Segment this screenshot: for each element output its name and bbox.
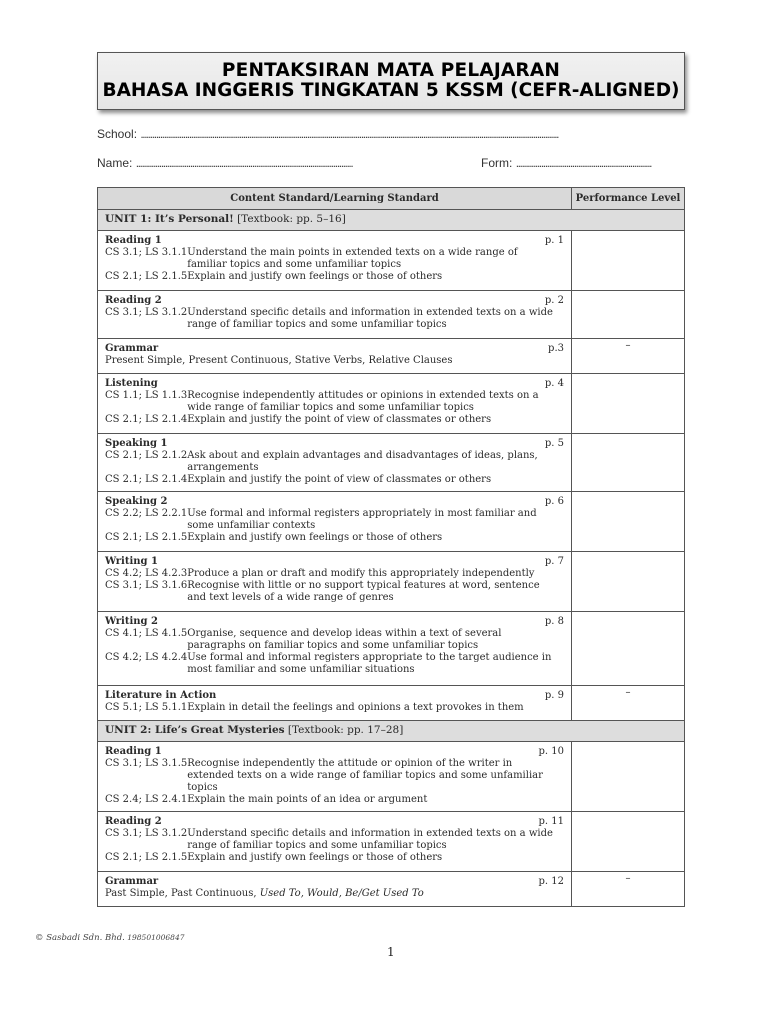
- standard-desc: Organise, sequence and develop ideas within a text of several paragraphs on familiar topics and some unfamiliar topics: [187, 628, 502, 651]
- table-row: [98, 686, 685, 721]
- standard-code: CS 2.1; LS 2.1.5: [105, 852, 188, 863]
- standard-desc: Understand the main points in extended texts on a wide range of familiar topics and some unfamiliar topics: [187, 247, 518, 270]
- page-ref: p. 7: [544, 556, 564, 567]
- standard-desc: Recognise with little or no support typical features at word, sentence and text levels of a wide range of genres: [187, 580, 540, 603]
- table-row: [98, 231, 685, 291]
- table-row: [98, 812, 685, 872]
- copyright-text: © Sasbadi Sdn. Bhd.: [35, 933, 125, 943]
- standard-desc: Explain and justify own feelings or those of others: [187, 271, 443, 282]
- page-ref: p. 6: [544, 496, 564, 507]
- unit-2-row: [98, 721, 685, 742]
- performance-level-cell[interactable]: [572, 552, 685, 612]
- unit-2-heading: [98, 721, 685, 742]
- grammar-topics: Present Simple, Present Continuous, Stative Verbs, Relative Clauses: [105, 355, 453, 366]
- lesson-title: Reading 2: [105, 295, 162, 306]
- performance-level-cell[interactable]: [572, 231, 685, 291]
- standard-desc: Understand specific details and information in extended texts on a wide range of familiar topics and some unfamiliar topics: [187, 307, 553, 330]
- page-ref: p. 2: [544, 295, 564, 306]
- performance-level-cell[interactable]: [572, 612, 685, 686]
- standard-desc: Understand specific details and information in extended texts on a wide range of familiar topics and some unfamiliar topics: [187, 828, 553, 851]
- performance-level-cell[interactable]: [572, 374, 685, 434]
- u1-writing-2: [98, 612, 572, 686]
- table-row: [98, 612, 685, 686]
- lesson-title: Writing 2: [105, 616, 158, 627]
- lesson-title: Reading 2: [105, 816, 162, 827]
- page-ref: p. 11: [538, 816, 564, 827]
- assessment-table: [97, 187, 685, 907]
- lesson-title: Grammar: [105, 343, 159, 354]
- form-label: Form:: [481, 156, 513, 170]
- page-ref: p. 12: [538, 876, 564, 887]
- lesson-title: Speaking 1: [105, 438, 168, 449]
- u1-speaking-1: [98, 434, 572, 492]
- lesson-title: Grammar: [105, 876, 159, 887]
- page-number: 1: [387, 945, 395, 959]
- unit-2-textbook: [Textbook: pp. 17–28]: [284, 724, 404, 736]
- u2-reading-1: [98, 742, 572, 812]
- page-ref: p.3: [548, 343, 564, 354]
- unit-1-title: UNIT 1: It’s Personal!: [105, 213, 234, 225]
- page-ref: p. 10: [538, 746, 564, 757]
- standard-code: CS 2.4; LS 2.4.1: [105, 794, 188, 805]
- grammar-topics: [105, 888, 564, 900]
- table-row: [98, 742, 685, 812]
- lesson-title: Writing 1: [105, 556, 158, 567]
- page-ref: p. 8: [544, 616, 564, 627]
- standard-code: CS 4.2; LS 4.2.4: [105, 652, 188, 663]
- performance-level-cell[interactable]: [572, 291, 685, 339]
- page-ref: p. 9: [544, 690, 564, 701]
- page-ref: p. 4: [544, 378, 564, 389]
- standard-desc: Explain the main points of an idea or argument: [187, 794, 428, 805]
- standard-code: CS 3.1; LS 3.1.2: [105, 828, 188, 839]
- name-field[interactable]: [97, 156, 407, 170]
- lesson-title: Reading 1: [105, 235, 162, 246]
- table-header-row: [98, 188, 685, 210]
- standard-desc: Produce a plan or draft and modify this appropriately independently: [187, 568, 535, 579]
- performance-level-cell: –: [572, 872, 685, 907]
- u1-writing-1: [98, 552, 572, 612]
- lesson-title: Listening: [105, 378, 158, 389]
- table-row: [98, 339, 685, 374]
- standard-desc: Recognise independently the attitude or opinion of the writer in extended texts on a wide range of familiar topics and some unfamiliar topics: [187, 758, 543, 793]
- standard-code: CS 3.1; LS 3.1.5: [105, 758, 188, 769]
- u2-grammar: [98, 872, 572, 907]
- standard-desc: Explain and justify own feelings or those of others: [187, 852, 443, 863]
- standard-code: CS 4.2; LS 4.2.3: [105, 568, 188, 579]
- performance-level-cell[interactable]: [572, 492, 685, 552]
- grammar-topics-italic: Used To, Would, Be/Get Used To: [259, 888, 424, 899]
- standard-desc: Explain in detail the feelings and opinions a text provokes in them: [187, 702, 524, 713]
- standard-desc: Explain and justify the point of view of classmates or others: [187, 474, 492, 485]
- table-row: [98, 872, 685, 907]
- standard-code: CS 4.1; LS 4.1.5: [105, 628, 188, 639]
- performance-level-cell[interactable]: [572, 742, 685, 812]
- performance-level-cell: –: [572, 686, 685, 721]
- lesson-title: Reading 1: [105, 746, 162, 757]
- performance-level-cell[interactable]: [572, 812, 685, 872]
- standard-code: CS 5.1; LS 5.1.1: [105, 702, 188, 713]
- form-field[interactable]: [481, 156, 666, 170]
- u1-reading-2: [98, 291, 572, 339]
- company-reg-number: 198501006847: [124, 933, 185, 942]
- standard-code: CS 2.1; LS 2.1.4: [105, 414, 188, 425]
- lesson-title: Literature in Action: [105, 690, 217, 701]
- standard-desc: Use formal and informal registers appropriate to the target audience in most familiar and some unfamiliar situations: [187, 652, 552, 675]
- school-label: School:: [97, 127, 138, 141]
- standard-code: CS 2.1; LS 2.1.5: [105, 271, 188, 282]
- name-label: Name:: [97, 156, 133, 170]
- table-row: [98, 492, 685, 552]
- standard-desc: Explain and justify own feelings or those of others: [187, 532, 443, 543]
- header-content-standard: Content Standard/Learning Standard: [98, 188, 572, 210]
- unit-1-heading: [98, 210, 685, 231]
- title-box: [97, 52, 685, 110]
- name-dots: ................................................................................................................: [135, 156, 353, 170]
- standard-code: CS 2.2; LS 2.2.1: [105, 508, 188, 519]
- standard-desc: Recognise independently attitudes or opinions in extended texts on a wide range of familiar topics and some unfamiliar topics: [187, 390, 539, 413]
- standard-code: CS 2.1; LS 2.1.2: [105, 450, 188, 461]
- standard-desc: Explain and justify the point of view of classmates or others: [187, 414, 492, 425]
- page-ref: p. 5: [544, 438, 564, 449]
- standard-code: CS 2.1; LS 2.1.5: [105, 532, 188, 543]
- unit-1-row: [98, 210, 685, 231]
- header-performance-level: Performance Level: [572, 188, 685, 210]
- copyright-note: [35, 933, 185, 943]
- standard-code: CS 3.1; LS 3.1.2: [105, 307, 188, 318]
- school-dots: ........................................................................................................................................................................................................................: [140, 127, 559, 141]
- unit-2-title: UNIT 2: Life’s Great Mysteries: [105, 724, 285, 736]
- school-field[interactable]: [97, 127, 617, 141]
- lesson-title: Speaking 2: [105, 496, 168, 507]
- standard-code: CS 1.1; LS 1.1.3: [105, 390, 188, 401]
- grammar-topics-plain: Past Simple, Past Continuous,: [105, 888, 260, 899]
- u2-reading-2: [98, 812, 572, 872]
- title-line-1: PENTAKSIRAN MATA PELAJARAN: [221, 60, 561, 81]
- u1-reading-1: [98, 231, 572, 291]
- page-ref: p. 1: [544, 235, 564, 246]
- standard-desc: Ask about and explain advantages and disadvantages of ideas, plans, arrangements: [187, 450, 538, 473]
- table-row: [98, 291, 685, 339]
- standard-code: CS 3.1; LS 3.1.6: [105, 580, 188, 591]
- form-dots: ......................................................................: [515, 156, 652, 170]
- table-row: [98, 374, 685, 434]
- performance-level-cell[interactable]: [572, 434, 685, 492]
- u1-literature-in-action: [98, 686, 572, 721]
- u1-listening: [98, 374, 572, 434]
- performance-level-cell: –: [572, 339, 685, 374]
- table-row: [98, 552, 685, 612]
- standard-code: CS 3.1; LS 3.1.1: [105, 247, 188, 258]
- u1-grammar: [98, 339, 572, 374]
- table-row: [98, 434, 685, 492]
- standard-code: CS 2.1; LS 2.1.4: [105, 474, 188, 485]
- u1-speaking-2: [98, 492, 572, 552]
- title-line-2: BAHASA INGGERIS TINGKATAN 5 KSSM (CEFR-ALIGNED): [102, 80, 680, 101]
- standard-desc: Use formal and informal registers appropriately in most familiar and some unfamiliar contexts: [187, 508, 537, 531]
- unit-1-textbook: [Textbook: pp. 5–16]: [233, 213, 346, 225]
